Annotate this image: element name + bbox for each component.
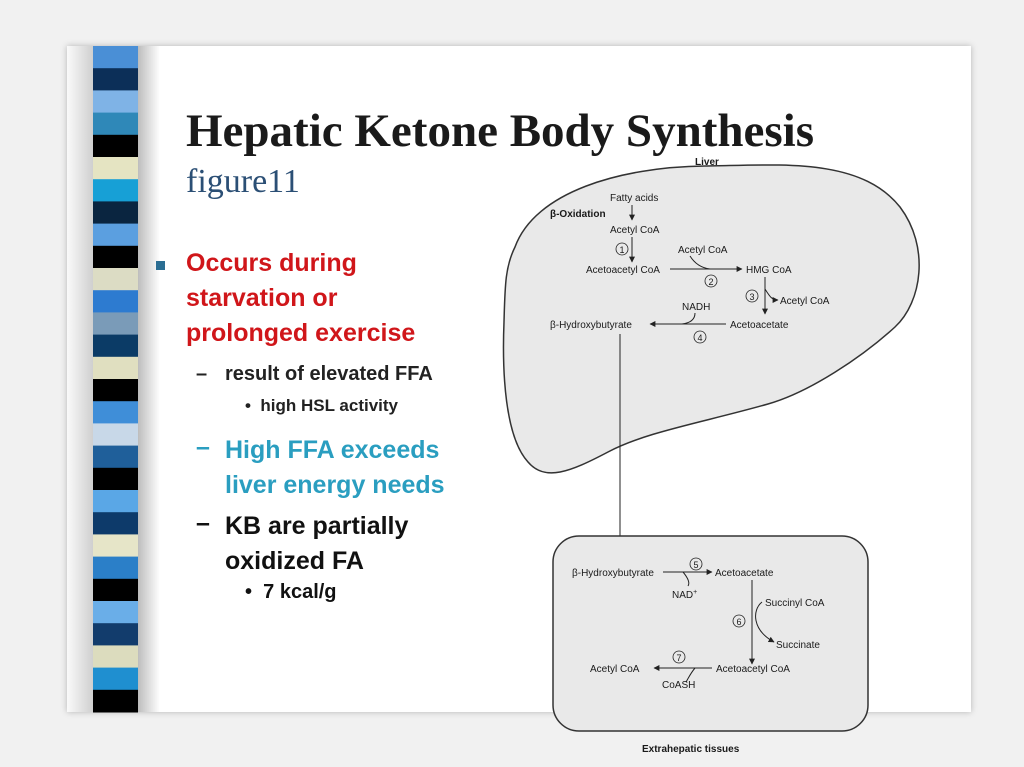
stripe-band [93,690,138,713]
sub-bullet-kb [225,509,408,579]
acetoacetate-label: Acetoacetate [730,320,789,331]
acetyl-coa-label: Acetyl CoA [590,664,640,675]
stripe-band [93,423,138,446]
acetoacetate-label: Acetoacetate [715,568,774,579]
beta-hydroxybutyrate-label: β-Hydroxybutyrate [572,568,654,579]
dash-marker: – [196,509,210,537]
sub-bullet-line: liver energy needs [225,471,445,499]
stripe-band [93,224,138,247]
fatty-acids-label: Fatty acids [610,193,659,204]
step-number: 2 [708,277,714,287]
bullet-main-line: starvation or [186,284,338,312]
stripe-band [93,312,138,335]
step-number: 5 [693,560,699,570]
bullet-square-icon [156,261,165,270]
stripe-band [93,668,138,691]
stripe-band [93,246,138,269]
stripe-band [93,46,138,69]
acetyl-coa-label: Acetyl CoA [780,296,830,307]
bullet-main [186,246,415,351]
sub-sub-bullet-kcal [245,581,337,604]
stripe-band [93,290,138,313]
sub-bullet-elevated-ffa: result of elevated FFA [225,363,433,385]
dash-marker: – [196,363,208,385]
step-number: 1 [619,245,625,255]
sub-sub-bullet-text: high HSL activity [260,396,399,415]
sub-bullet-high-ffa [225,433,445,503]
stripe-band [93,601,138,624]
dot-marker: • [245,581,253,603]
slide [67,46,971,755]
stripe-band [93,512,138,535]
acetoacetyl-coa-label: Acetoacetyl CoA [586,265,660,276]
sub-sub-bullet-hsl [245,396,398,416]
bullet-main-line: prolonged exercise [186,319,416,347]
stripe-band [93,401,138,424]
stripe-band [93,335,138,358]
stripe-band [93,68,138,91]
sub-bullet-line: High FFA exceeds [225,436,440,464]
slide-title: Hepatic Ketone Body Synthesis [186,105,815,157]
stripe-band [93,90,138,113]
acetyl-coa-label: Acetyl CoA [678,245,728,256]
acetoacetyl-coa-label: Acetoacetyl CoA [716,664,790,675]
stripe-band [93,179,138,202]
stripe-band [93,113,138,136]
nadh-label: NADH [682,302,711,313]
stripe-band [93,201,138,224]
succinate-label: Succinate [776,640,820,651]
dot-marker: • [245,396,251,415]
extrahepatic-box [553,536,868,731]
stripe-band [93,157,138,180]
nad-text: NAD [672,590,694,601]
stripe-band [93,579,138,602]
nad-superscript: + [693,589,698,596]
stripe-band [93,135,138,158]
dash-marker: – [196,433,210,461]
extrahepatic-label: Extrahepatic tissues [642,744,740,755]
stripe-band [93,379,138,402]
stripe-band [93,446,138,469]
beta-oxidation-label: β-Oxidation [550,209,606,220]
coash-label: CoASH [662,680,696,691]
slide-subtitle: figure11 [186,163,300,200]
step-number: 7 [676,653,682,663]
sub-bullet-line: KB are partially [225,512,409,540]
step-number: 4 [697,333,703,343]
decorative-stripe [93,46,138,712]
stripe-band [93,557,138,580]
sub-sub-bullet-text: 7 kcal/g [263,581,337,603]
stripe-band [93,268,138,291]
ketone-pathway-diagram [490,152,930,755]
step-number: 6 [736,617,742,627]
acetyl-coa-label: Acetyl CoA [610,225,660,236]
stripe-band [93,468,138,491]
stripe-band [93,623,138,646]
liver-label: Liver [695,157,719,168]
hmg-coa-label: HMG CoA [746,265,792,276]
beta-hydroxybutyrate-label: β-Hydroxybutyrate [550,320,632,331]
stripe-band [93,357,138,380]
succinyl-coa-label: Succinyl CoA [765,598,825,609]
stripe-band [93,645,138,668]
stripe-band [93,490,138,513]
stripe-band [93,534,138,557]
stripe-shadow [67,46,93,712]
bullet-main-line: Occurs during [186,249,357,277]
stripe-edge [138,46,160,712]
step-number: 3 [749,292,755,302]
sub-bullet-line: oxidized FA [225,547,364,575]
